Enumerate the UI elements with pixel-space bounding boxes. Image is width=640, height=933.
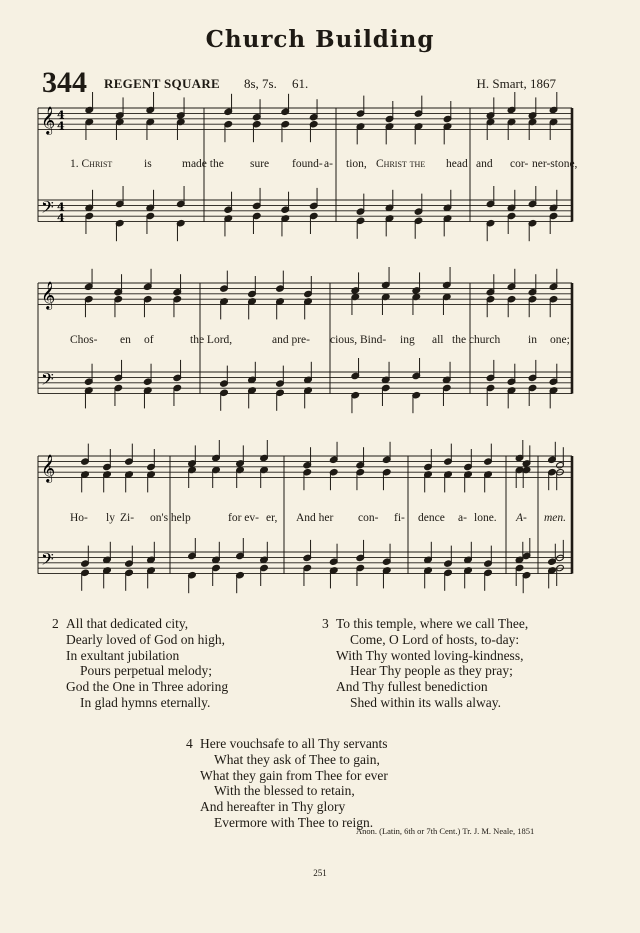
lyric-syllable: head	[446, 158, 468, 170]
stanza-line: And hereafter in Thy glory	[200, 799, 346, 815]
lyric-syllable: and	[476, 158, 493, 170]
lyric-syllable: the Lord,	[190, 334, 233, 346]
bass-clef: 𝄢	[41, 369, 54, 393]
treble-clef: 𝄞	[41, 454, 56, 482]
stanza-line: Come, O Lord of hosts, to-day:	[350, 631, 520, 647]
stanza-line: In glad hymns eternally.	[80, 694, 211, 710]
stanza-line: All that dedicated city,	[66, 616, 189, 631]
time-signature: 4	[57, 211, 65, 225]
stanza-line: Here vouchsafe to all Thy servants	[200, 736, 388, 751]
lyric-syllable: er,	[266, 512, 278, 524]
meter: 8s, 7s.	[244, 76, 277, 91]
lyric-syllable: of	[144, 334, 154, 346]
lyric-syllable: ing	[400, 334, 415, 346]
lyric-syllable: A-	[516, 512, 527, 524]
lyric-syllable: and pre-	[272, 334, 310, 346]
stanza-line: What they ask of Thee to gain,	[214, 751, 380, 767]
bass-clef: 𝄢	[41, 549, 54, 573]
lyric-syllable: one;	[550, 334, 570, 346]
stanza-line: What they gain from Thee for ever	[200, 767, 388, 783]
lyric-syllable: ner-stone,	[532, 158, 578, 170]
lyric-syllable: cious,	[330, 334, 358, 346]
stanza-line: God the One in Three adoring	[66, 679, 229, 695]
lyric-syllable: a-	[458, 512, 467, 524]
lyric-syllable: 1. Christ	[70, 158, 113, 170]
stanza-line: Dearly loved of God on high,	[66, 631, 225, 647]
treble-clef: 𝄞	[41, 281, 56, 309]
lyric-syllable: made the	[182, 158, 224, 170]
lyric-syllable: dence	[418, 512, 445, 524]
lyric-syllable: in	[528, 334, 537, 346]
lyric-syllable: Christ the	[376, 158, 426, 170]
lyric-syllable: a-	[324, 158, 333, 170]
time-signature: 4	[57, 119, 65, 133]
lyric-syllable: the church	[452, 334, 501, 346]
stanza-line: To this temple, where we call Thee,	[336, 616, 529, 631]
lyric-syllable: is	[144, 158, 152, 170]
stanza-number: 3	[322, 616, 329, 631]
lyric-syllable: cor-	[510, 158, 529, 170]
bass-clef: 𝄢	[41, 197, 54, 221]
stanza-line: Hear Thy people as they pray;	[350, 663, 513, 679]
stanza-4	[186, 736, 388, 831]
lyric-syllable: Ho-	[70, 512, 88, 524]
stanza-line: And Thy fullest benediction	[336, 679, 488, 695]
stanza-line: Shed within its walls alway.	[350, 694, 501, 710]
lyric-syllable: And her	[296, 512, 334, 524]
lyric-syllable: found-	[292, 158, 323, 170]
lyric-syllable: con-	[358, 512, 379, 524]
lyric-syllable: en	[120, 334, 131, 346]
lyric-syllable: men.	[544, 512, 567, 524]
hymn-number: 344	[42, 66, 87, 99]
stanza-3	[322, 616, 528, 711]
lyric-syllable: Zi-	[120, 512, 135, 524]
treble-clef: 𝄞	[41, 106, 56, 134]
time-signature: 4	[57, 200, 65, 214]
page-number: 251	[313, 868, 327, 878]
stanza-line: Pours perpetual melody;	[80, 663, 212, 679]
lyric-syllable: on's help	[150, 512, 191, 524]
lyric-syllable: all	[432, 334, 444, 346]
time-signature: 4	[57, 108, 65, 122]
page-title: Church Building	[205, 26, 435, 53]
meter-alt: 61.	[292, 76, 309, 91]
stanza-number: 2	[52, 616, 59, 631]
lyric-syllable: Bind-	[360, 334, 387, 346]
stanza-line: With Thy wonted loving-kindness,	[336, 647, 524, 663]
stanza-number: 4	[186, 736, 193, 751]
stanza-line: With the blessed to retain,	[214, 783, 355, 799]
stanza-2	[52, 616, 228, 711]
lyric-syllable: tion,	[346, 158, 367, 170]
lyric-syllable: for ev-	[228, 512, 259, 524]
stanza-line: In exultant jubilation	[66, 647, 180, 663]
lyric-syllable: lone.	[474, 512, 497, 524]
lyric-syllable: ly	[106, 512, 115, 524]
lyric-syllable: sure	[250, 158, 270, 170]
stanza-line: Evermore with Thee to reign.	[214, 814, 374, 830]
composer: H. Smart, 1867	[476, 76, 556, 91]
lyric-syllable: fi-	[394, 512, 405, 524]
attribution: Anon. (Latin, 6th or 7th Cent.) Tr. J. M. Neale, 1851	[356, 826, 535, 836]
lyric-syllable: Chos-	[70, 334, 98, 346]
tune-name: REGENT SQUARE	[104, 76, 220, 91]
